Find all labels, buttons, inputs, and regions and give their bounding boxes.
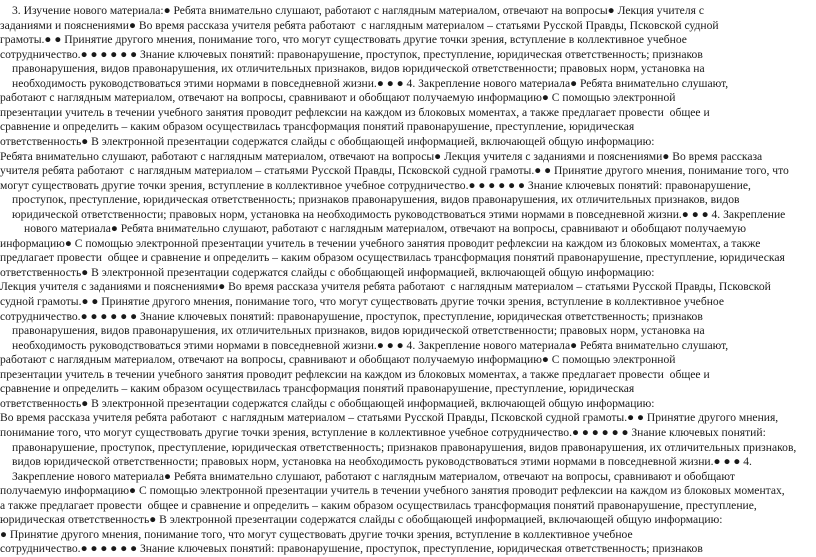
text-line: юридическая ответственность● В электронной презентации содержатся слайды с обобщающей информацией, включающей общую информацию: — [0, 513, 723, 527]
text-line: а также предлагает провести общее и сравнение и определить – каким образом осуществилась трансформация понятий правонарушение, преступление, — [0, 498, 757, 512]
text-line: проступок, преступление, юридическая ответственность; признаков правонарушения, видов правонарушения, их отличительных признаков, видов — [12, 193, 740, 207]
text-line: ответственность● В электронной презентации содержатся слайды с обобщающей информацией, включающей общую информацию: — [0, 134, 655, 148]
text-line: предлагает провести общее и сравнение и определить – каким образом осуществилась трансформация понятий правонарушение, преступление, юридическая — [0, 251, 785, 265]
text-line: правонарушения, видов правонарушения, их отличительных признаков, видов юридической ответственности; правовых норм, установка на — [12, 324, 705, 338]
text-line: могут существовать другие точки зрения, вступление в коллективное учебное сотрудничество.● ● ● ● ● ● Знание ключевых понятий: правонарушение, — [0, 178, 751, 192]
text-line: понимание того, что могут существовать другие точки зрения, вступление в коллективное учебное сотрудничество.● ● ● ● ● ● Знание ключевых понятий: — [0, 425, 766, 439]
text-line: работают с наглядным материалом, отвечают на вопросы, сравнивают и обобщают получаемую информацию● С помощью электронной — [0, 91, 676, 105]
text-line: информацию● С помощью электронной презентации учитель в течении учебного занятия проводит рефлексии на каждом из блоковых моментах, а также — [0, 236, 761, 250]
text-line: необходимость руководствоваться этими нормами в повседневной жизни.● ● ● 4. Закрепление нового материала● Ребята внимательно слушают, — [12, 338, 729, 352]
text-line: видов юридической ответственности; правовых норм, установка на необходимость руководствоваться этими нормами в повседневной жизни.● ● ● 4. — [12, 455, 752, 469]
text-line: юридической ответственности; правовых норм, установка на необходимость руководствоваться этими нормами в повседневной жизни.● ● ● 4. Закрепление — [12, 207, 786, 221]
text-line: ● Принятие другого мнения, понимание того, что могут существовать другие точки зрения, вступление в коллективное учебное — [0, 527, 633, 541]
text-line: необходимость руководствоваться этими нормами в повседневной жизни.● ● ● 4. Закрепление нового материала● Ребята внимательно слушают, — [12, 76, 729, 90]
text-line: сотрудничество.● ● ● ● ● ● Знание ключевых понятий: правонарушение, проступок, преступление, юридическая ответственность; признаков — [0, 47, 703, 61]
text-line: заданиями и пояснениями● Во время рассказа учителя ребята работают с наглядным материалом – статьями Русской Правды, Псковской судной — [0, 18, 719, 32]
text-line: учителя ребята работают с наглядным материалом – статьями Русской Правды, Псковской судной грамоты.● ● Принятие другого мнения, понимание того, что — [0, 164, 789, 178]
text-line: Закрепление нового материала● Ребята внимательно слушают, работают с наглядным материалом, отвечают на вопросы, сравнивают и обобщают — [12, 469, 735, 483]
text-line: правонарушения, видов правонарушения, их отличительных признаков, видов юридической ответственности; правовых норм, установка на — [12, 62, 705, 76]
text-line: сравнение и определить – каким образом осуществилась трансформация понятий правонарушение, преступление, юридическая — [0, 382, 635, 396]
text-line: грамоты.● ● Принятие другого мнения, понимание того, что могут существовать другие точки зрения, вступление в коллективное учебное — [0, 33, 687, 47]
text-line: Лекция учителя с заданиями и пояснениями● Во время рассказа учителя ребята работают с наглядным материалом – статьями Русской Правды, Псковской — [0, 280, 771, 294]
text-line: ответственность● В электронной презентации содержатся слайды с обобщающей информацией, включающей общую информацию: — [0, 396, 655, 410]
text-line: сравнение и определить – каким образом осуществилась трансформация понятий правонарушение, преступление, юридическая — [0, 120, 635, 134]
text-line: Во время рассказа учителя ребята работают с наглядным материалом – статьями Русской Правды, Псковской судной грамоты.● ● Принятие другого мнения, — [0, 411, 779, 425]
text-line: работают с наглядным материалом, отвечают на вопросы, сравнивают и обобщают получаемую информацию● С помощью электронной — [0, 353, 676, 367]
text-line: сотрудничество.● ● ● ● ● ● Знание ключевых понятий: правонарушение, проступок, преступление, юридическая ответственность; признаков — [0, 542, 703, 556]
text-line: нового материала● Ребята внимательно слушают, работают с наглядным материалом, отвечают на вопросы, сравнивают и обобщают получаемую — [24, 222, 747, 236]
text-line: 3. Изучение нового материала:● Ребята внимательно слушают, работают с наглядным материалом, отвечают на вопросы● Лекция учителя с — [12, 4, 704, 17]
text-line: презентации учитель в течении учебного занятия проводит рефлексии на каждом из блоковых моментах, а также предлагает провести общее и — [0, 105, 710, 119]
text-line: Ребята внимательно слушают, работают с наглядным материалом, отвечают на вопросы● Лекция учителя с заданиями и пояснениями● Во время рассказа — [0, 149, 763, 163]
text-line: получаемую информацию● С помощью электронной презентации учитель в течении учебного занятия проводит рефлексии на каждом из блоковых моментах, — [0, 484, 785, 498]
text-line: сотрудничество.● ● ● ● ● ● Знание ключевых понятий: правонарушение, проступок, преступление, юридическая ответственность; признаков — [0, 309, 703, 323]
text-line: презентации учитель в течении учебного занятия проводит рефлексии на каждом из блоковых моментах, а также предлагает провести общее и — [0, 367, 710, 381]
text-line: судной грамоты.● ● Принятие другого мнения, понимание того, что могут существовать другие точки зрения, вступление в коллективное учебное — [0, 295, 725, 308]
text-line: правонарушение, проступок, преступление, юридическая ответственность; признаков правонарушения, видов правонарушения, их отличительных признаков, — [12, 440, 797, 454]
text-line: ответственность● В электронной презентации содержатся слайды с обобщающей информацией, включающей общую информацию: — [0, 265, 655, 279]
